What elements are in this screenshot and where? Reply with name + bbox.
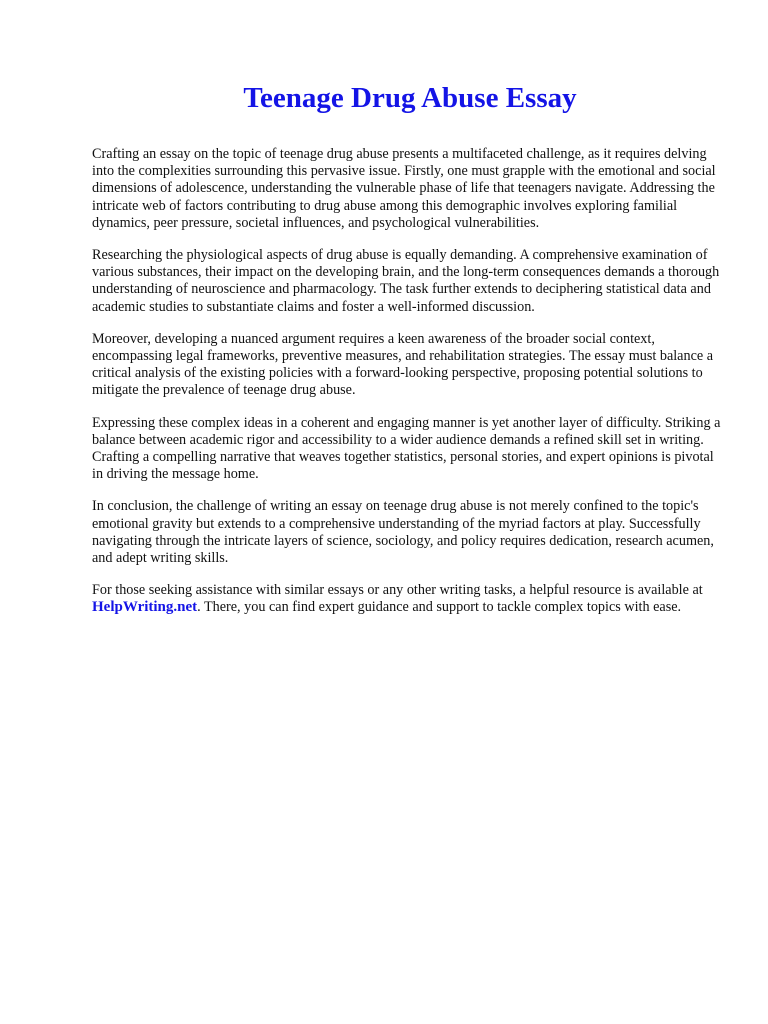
closing-text-after-link: . There, you can find expert guidance and support to tackle complex topics with ease. (197, 599, 682, 616)
paragraph-2: Researching the physiological aspects of drug abuse is equally demanding. A comprehensive examination of various substances, their impact on the developing brain, and the long-term consequences demands a thorough understanding of neuroscience and pharmacology. The task further extends to deciphering statistical data and academic studies to substantiate claims and foster a well-informed discussion. (92, 247, 720, 315)
document-title: Teenage Drug Abuse Essay (243, 82, 577, 114)
paragraph-3: Moreover, developing a nuanced argument requires a keen awareness of the broader social context, encompassing legal frameworks, preventive measures, and rehabilitation strategies. The essay must balance a critical analysis of the existing policies with a forward-looking perspective, proposing potential solutions to mitigate the prevalence of teenage drug abuse. (92, 330, 714, 399)
paragraph-4: Expressing these complex ideas in a coherent and engaging manner is yet another layer of difficulty. Striking a balance between academic rigor and accessibility to a wider audience demands a refined skill set in writing. Crafting a compelling narrative that weaves together statistics, personal stories, and expert opinions is pivotal in driving the message home. (92, 414, 721, 483)
paragraph-1: Crafting an essay on the topic of teenage drug abuse presents a multifaceted challenge, as it requires delving into the complexities surrounding this pervasive issue. Firstly, one must grapple with the emotional and social dimensions of adolescence, understanding the vulnerable phase of life that teenagers navigate. Addressing the intricate web of factors contributing to drug abuse among this demographic involves exploring familial dynamics, peer pressure, societal influences, and psychological vulnerabilities. (92, 146, 716, 231)
closing-paragraph (92, 582, 722, 616)
essay-body (92, 146, 722, 632)
closing-text-before-link: For those seeking assistance with similar essays or any other writing tasks, a helpful resource is available at (92, 582, 703, 599)
helpwriting-link[interactable]: HelpWriting.net (92, 599, 198, 616)
paragraph-5: In conclusion, the challenge of writing an essay on teenage drug abuse is not merely confined to the topic's emotional gravity but extends to a comprehensive understanding of the myriad factors at play. Successfully navigating through the intricate layers of science, sociology, and policy requires dedication, research acumen, and adept writing skills. (92, 498, 714, 567)
